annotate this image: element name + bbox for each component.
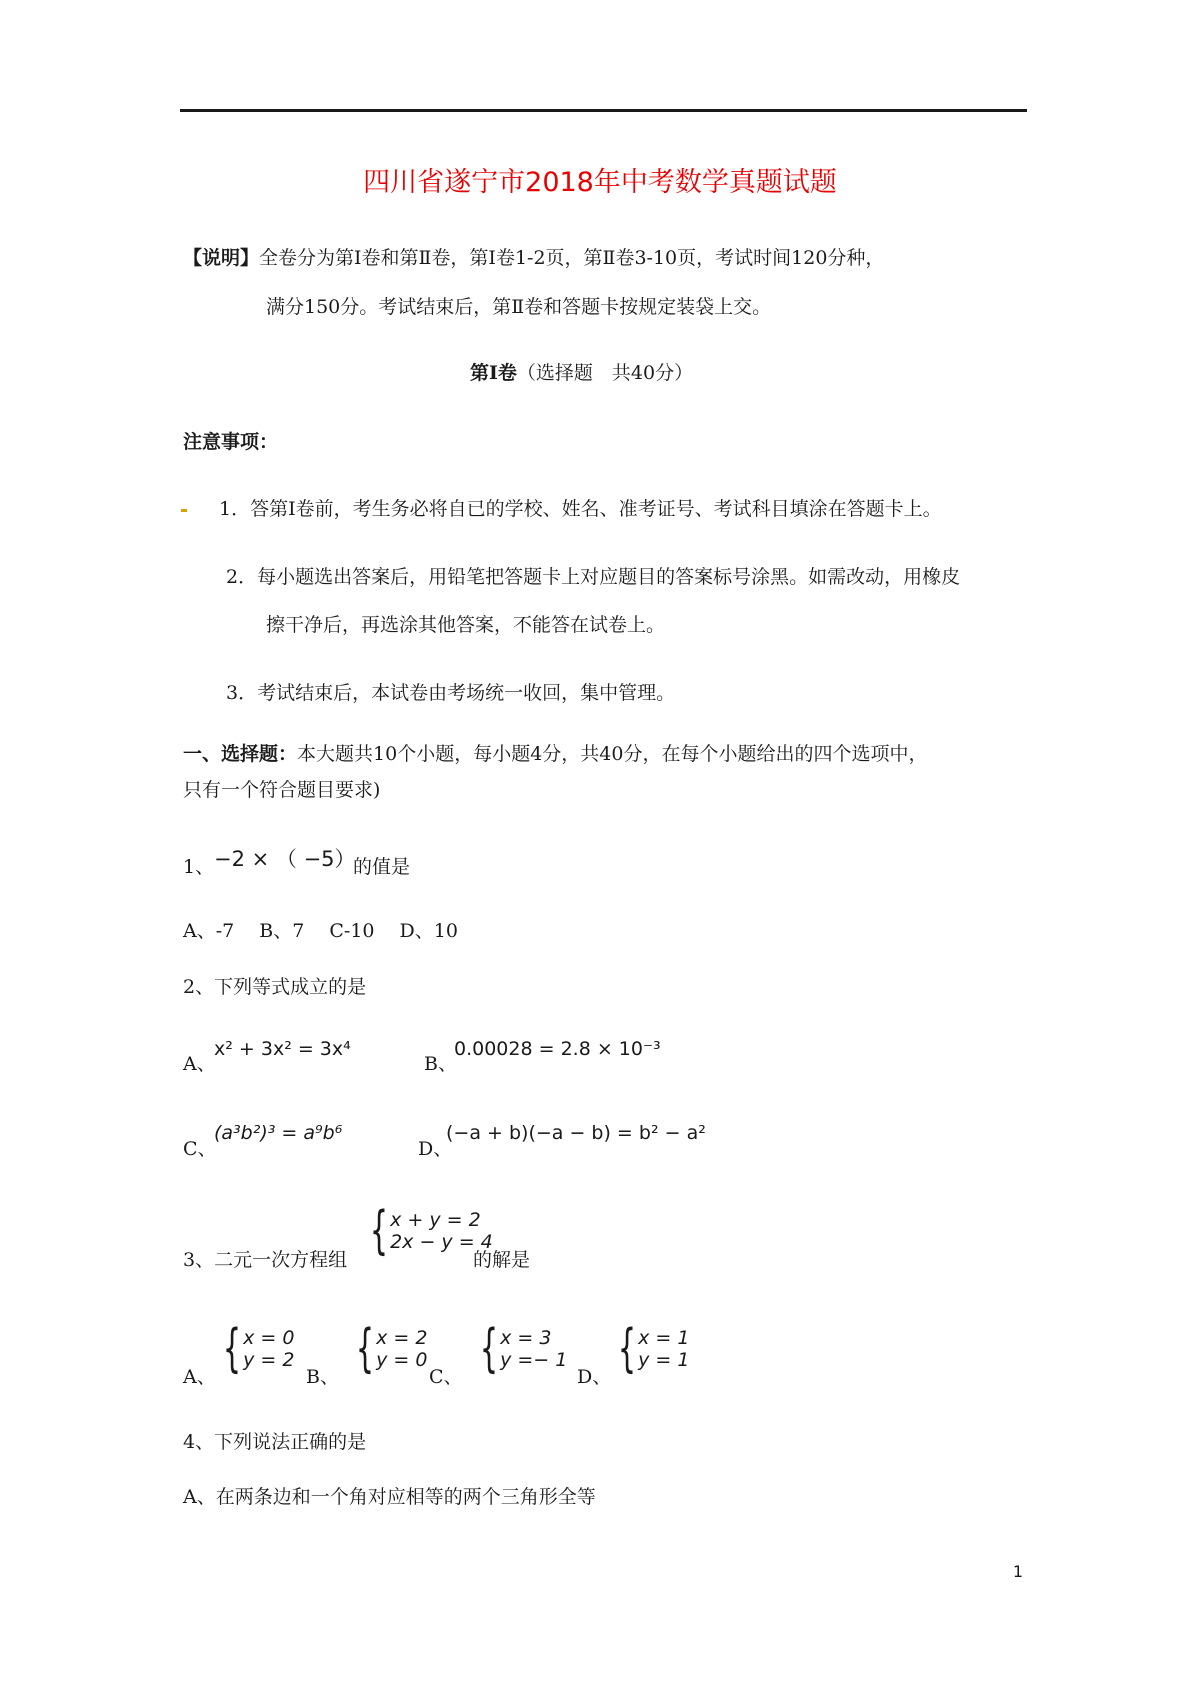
page-number: 1 [1012,1562,1023,1581]
notice-item-2-line1: 2．每小题选出答案后，用铅笔把答题卡上对应题目的答案标号涂黑。如需改动，用橡皮 [226,566,961,588]
q3-a-label: A、 [183,1366,216,1388]
part-heading [470,358,693,385]
explanation-text: 全卷分为第Ⅰ卷和第Ⅱ卷，第Ⅰ卷1-2页，第Ⅱ卷3-10页，考试时间120分种， [259,247,885,269]
explanation-label: 【说明】 [183,247,260,269]
left-brace-icon: { [479,1319,499,1379]
notice-item-2-line2: 擦干净后，再选涂其他答案，不能答在试卷上。 [266,614,666,636]
q2-stem: 2、下列等式成立的是 [183,976,367,998]
q1-tail: 的值是 [353,856,411,878]
section1-heading-line2: 只有一个符合题目要求) [183,779,381,801]
q3-equation-2: 2x − y = 4 [390,1231,493,1253]
q3-stem-post: 的解是 [473,1249,531,1271]
header-rule [180,109,1027,112]
q3-d-label: D、 [577,1366,612,1388]
q3-b-line2: y = 0 [376,1349,428,1371]
section1-heading-rest: 本大题共10个小题，每小题4分，共40分，在每个小题给出的四个选项中， [297,743,928,765]
q3-d-system [603,1319,690,1379]
q3-a-system [208,1319,295,1379]
q3-a-line2: y = 2 [243,1349,295,1371]
q3-c-line2: y =− 1 [500,1349,568,1371]
section1-heading [183,739,927,766]
q3-equation-1: x + y = 2 [390,1209,481,1231]
notice-item-3: 3．考试结束后，本试卷由考场统一收回，集中管理。 [226,682,676,704]
q2-c-expression: (a³b²)³ = a⁹b⁶ [214,1122,343,1144]
margin-marker [181,509,187,512]
q2-b-expression: 0.00028 = 2.8 × 10⁻³ [454,1038,661,1060]
q2-c-label: C、 [183,1138,217,1160]
q4-stem: 4、下列说法正确的是 [183,1431,367,1453]
q3-d-line1: x = 1 [638,1327,690,1349]
q2-b-label: B、 [424,1053,457,1075]
left-brace-icon: { [369,1201,389,1261]
q3-c-line1: x = 3 [500,1327,552,1349]
q4-option-a: A、在两条边和一个角对应相等的两个三角形全等 [183,1486,596,1508]
left-brace-icon: { [222,1319,242,1379]
section1-heading-bold: 一、选择题： [183,743,298,765]
q1-options: A、-7 B、7 C-10 D、10 [183,920,458,942]
q3-c-label: C、 [429,1366,463,1388]
q2-a-expression: x² + 3x² = 3x⁴ [214,1038,351,1060]
q1-expression: −2 × （ −5） [214,847,356,871]
q3-b-line1: x = 2 [376,1327,428,1349]
q2-d-expression: (−a + b)(−a − b) = b² − a² [446,1122,706,1144]
document-title: 四川省遂宁市2018年中考数学真题试题 [363,167,837,198]
explanation-line2: 满分150分。考试结束后，第Ⅱ卷和答题卡按规定装袋上交。 [266,296,772,318]
notice-item-1: 1．答第Ⅰ卷前，考生务必将自已的学校、姓名、准考证号、考试科目填涂在答题卡上。 [219,498,942,520]
part-heading-rest: （选择题 共40分） [516,362,694,384]
q3-stem-pre: 3、二元一次方程组 [183,1249,348,1271]
q3-b-label: B、 [306,1366,339,1388]
part-heading-bold: 第Ⅰ卷 [470,362,517,384]
q3-a-line1: x = 0 [243,1327,295,1349]
left-brace-icon: { [355,1319,375,1379]
left-brace-icon: { [617,1319,637,1379]
notice-heading: 注意事项： [183,431,279,453]
q1-num: 1、 [183,856,215,878]
q2-d-label: D、 [418,1138,453,1160]
explanation-line1 [183,243,884,270]
q3-b-system [341,1319,428,1379]
q3-c-system [465,1319,568,1379]
q3-d-line2: y = 1 [638,1349,690,1371]
q2-a-label: A、 [183,1053,216,1075]
